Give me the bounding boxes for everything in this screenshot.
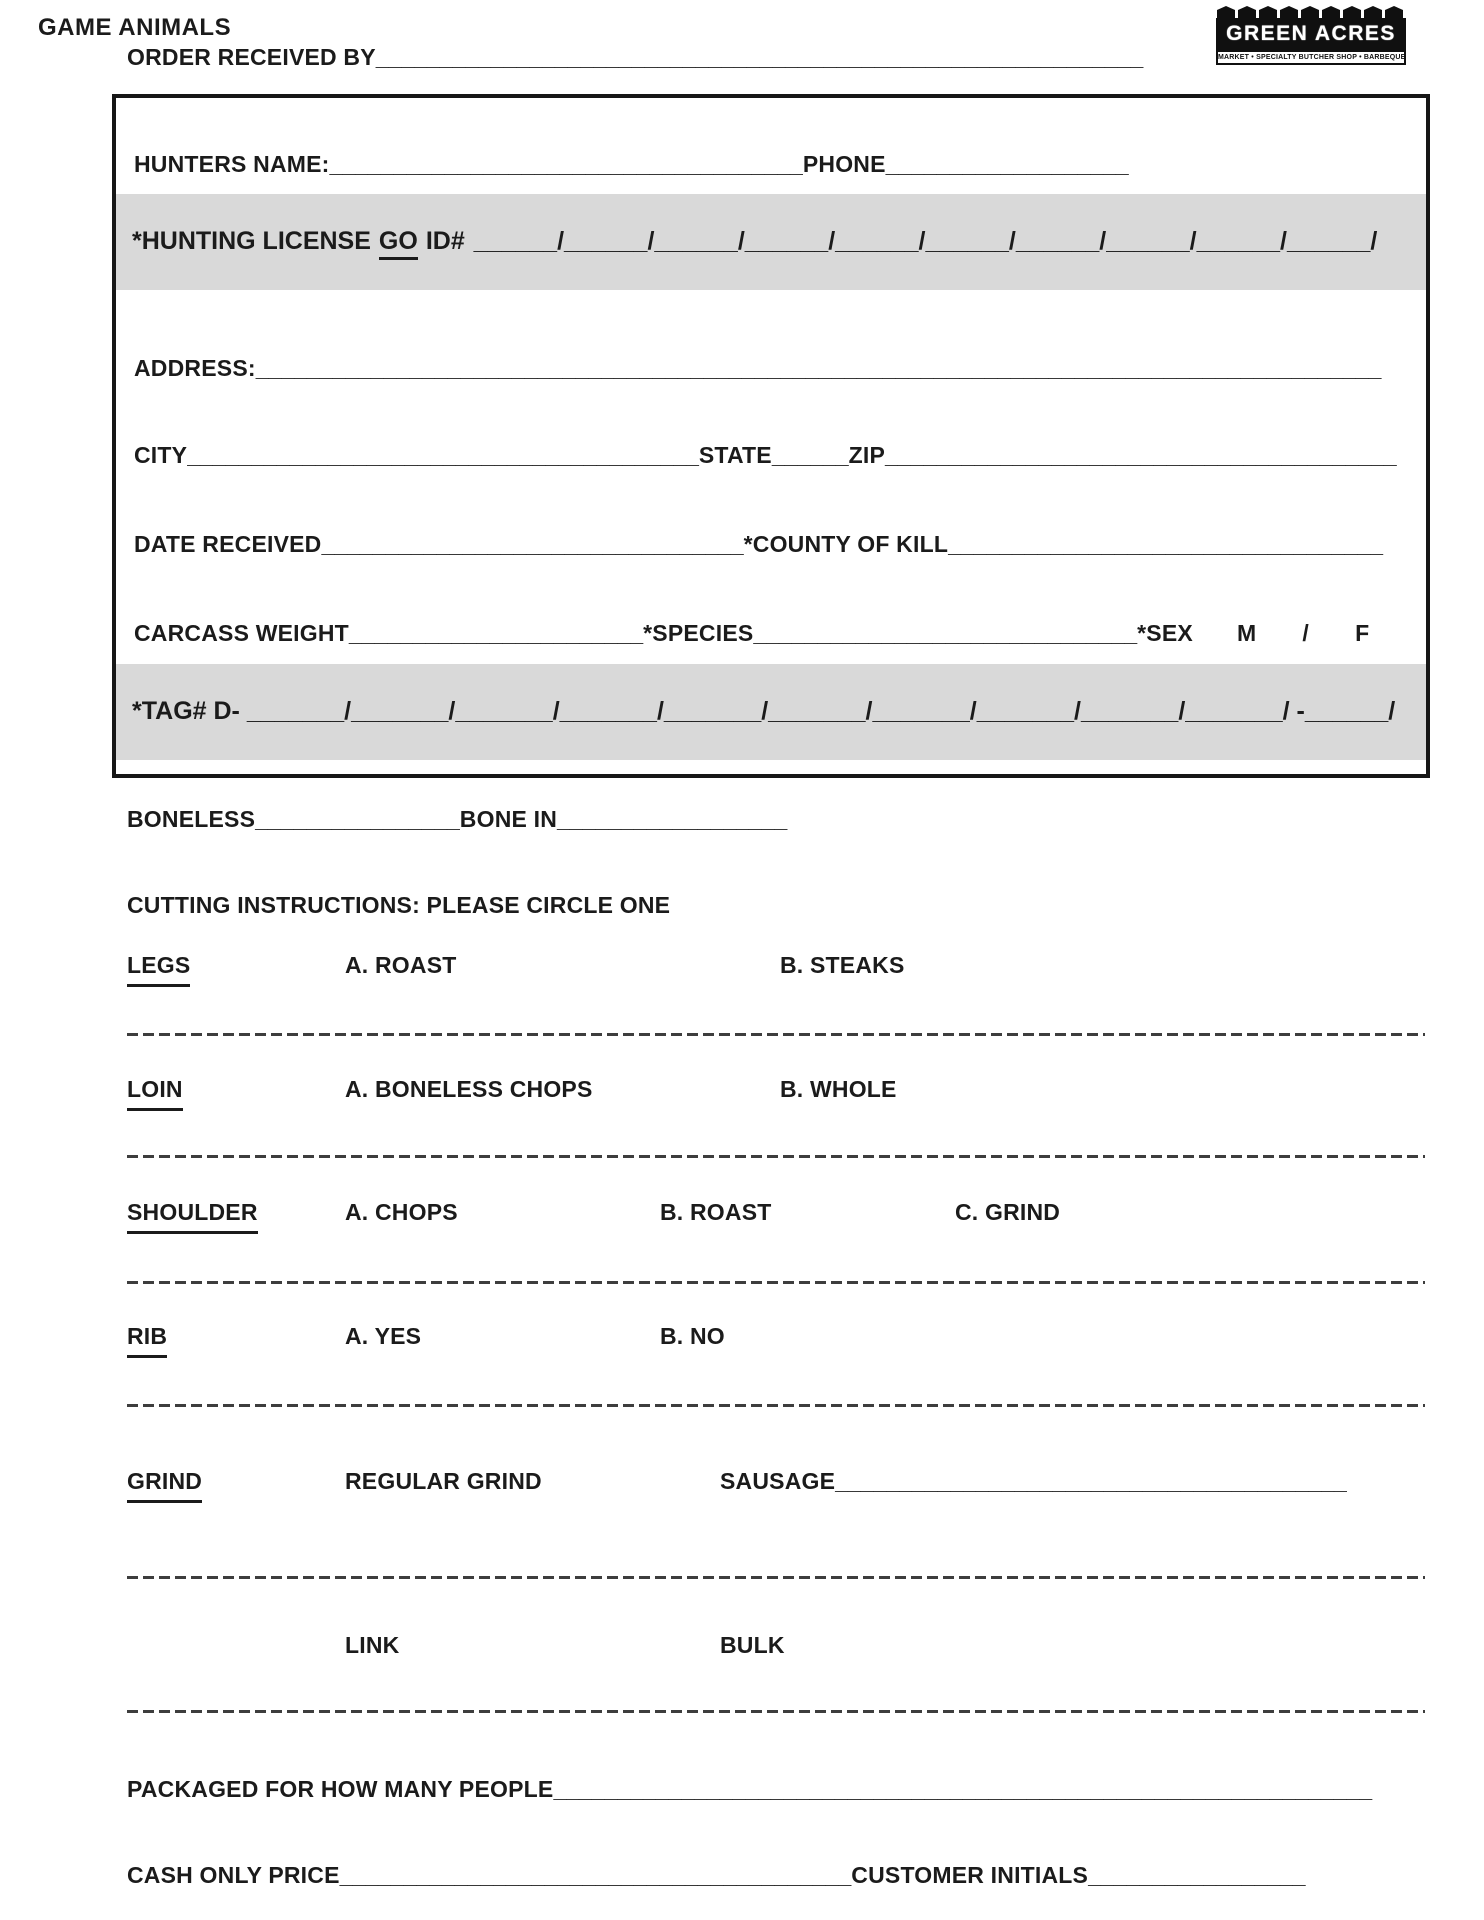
customer-initials-label: CUSTOMER INITIALS — [851, 1862, 1089, 1888]
loin-option-a: A. BONELESS CHOPS — [345, 1076, 593, 1102]
carcass-species-sex-row — [134, 620, 1408, 647]
legs-label: LEGS — [127, 952, 190, 987]
hunters-name-label: HUNTERS NAME: — [134, 151, 330, 177]
species-blank: ______________________________ — [753, 620, 1138, 646]
date-received-blank: _________________________________ — [321, 531, 744, 557]
loin-row — [127, 1076, 1428, 1118]
sex-options: M / F — [1236, 620, 1370, 646]
boneless-blank: ________________ — [255, 806, 460, 832]
zip-label: ZIP — [848, 442, 885, 468]
sausage-blank: ________________________________________ — [835, 1468, 1347, 1494]
shoulder-label: SHOULDER — [127, 1199, 258, 1234]
tag-label: *TAG# D- — [132, 697, 240, 725]
hunting-license-blanks: ______/______/______/______/______/______/______/______/______/______/ — [466, 227, 1378, 255]
date-received-label: DATE RECEIVED — [134, 531, 322, 557]
species-label: *SPECIES — [643, 620, 754, 646]
phone-blank: ___________________ — [885, 151, 1129, 177]
cash-initials-row — [127, 1862, 1306, 1889]
loin-option-b: B. WHOLE — [780, 1076, 897, 1102]
address-label: ADDRESS: — [134, 355, 256, 381]
bone-in-label: BONE IN — [459, 806, 558, 832]
link-bulk-row — [127, 1632, 1428, 1674]
date-county-row — [134, 531, 1408, 558]
packaged-row — [127, 1776, 1372, 1803]
shoulder-option-a: A. CHOPS — [345, 1199, 458, 1225]
page-title: GAME ANIMALS — [38, 14, 232, 41]
order-received-blank: ____________________________________________________________ — [375, 44, 1144, 70]
rib-row — [127, 1323, 1428, 1365]
zip-blank: ________________________________________ — [885, 442, 1397, 468]
cutting-instructions-heading: CUTTING INSTRUCTIONS: PLEASE CIRCLE ONE — [127, 892, 671, 918]
legs-option-b: B. STEAKS — [780, 952, 905, 978]
logo-name: GREEN ACRES — [1216, 18, 1406, 52]
packaged-blank: ________________________________________________________________ — [553, 1776, 1373, 1802]
order-received-line — [127, 44, 1143, 71]
link-option: LINK — [345, 1632, 400, 1658]
sex-label: *SEX — [1137, 620, 1193, 646]
carcass-weight-blank: _______________________ — [348, 620, 644, 646]
rib-option-a: A. YES — [345, 1323, 422, 1349]
separator-line — [127, 1404, 1425, 1407]
hunters-name-row — [134, 151, 1408, 178]
city-state-zip-row — [134, 442, 1408, 469]
grind-row — [127, 1468, 1428, 1510]
fence-pickets-icon — [1216, 6, 1406, 18]
tag-number-row — [116, 664, 1426, 760]
green-acres-logo — [1216, 6, 1406, 65]
loin-label: LOIN — [127, 1076, 183, 1111]
order-received-label: ORDER RECEIVED BY — [127, 44, 376, 70]
rib-option-b: B. NO — [660, 1323, 725, 1349]
state-blank: ______ — [771, 442, 849, 468]
grind-label: GRIND — [127, 1468, 202, 1503]
separator-line — [127, 1155, 1425, 1158]
cash-only-price-label: CASH ONLY PRICE — [127, 1862, 340, 1888]
legs-row — [127, 952, 1428, 994]
county-of-kill-label: *COUNTY OF KILL — [743, 531, 949, 557]
county-of-kill-blank: __________________________________ — [948, 531, 1383, 557]
legs-option-a: A. ROAST — [345, 952, 457, 978]
boneless-bonein-row — [127, 806, 787, 833]
hunting-license-row — [116, 194, 1426, 290]
separator-line — [127, 1281, 1425, 1284]
separator-line — [127, 1033, 1425, 1036]
shoulder-option-b: B. ROAST — [660, 1199, 772, 1225]
city-blank: ________________________________________ — [187, 442, 699, 468]
hunting-license-label: *HUNTING LICENSE — [132, 227, 371, 255]
rib-label: RIB — [127, 1323, 167, 1358]
hunting-license-go-label: GO — [379, 227, 418, 260]
hunting-license-id-label: ID# — [425, 227, 465, 255]
customer-initials-blank: _________________ — [1088, 1862, 1306, 1888]
hunter-info-box — [112, 94, 1430, 778]
shoulder-option-c: C. GRIND — [955, 1199, 1061, 1225]
state-label: STATE — [698, 442, 772, 468]
grind-option-sausage — [720, 1468, 1347, 1495]
city-label: CITY — [134, 442, 188, 468]
bulk-option: BULK — [720, 1632, 785, 1658]
boneless-label: BONELESS — [127, 806, 256, 832]
grind-option-regular: REGULAR GRIND — [345, 1468, 542, 1494]
address-blank: ________________________________________________________________________________________ — [255, 355, 1382, 381]
bone-in-blank: __________________ — [557, 806, 788, 832]
address-row — [134, 355, 1408, 382]
sausage-label: SAUSAGE — [720, 1468, 836, 1494]
packaged-label: PACKAGED FOR HOW MANY PEOPLE — [127, 1776, 554, 1802]
separator-line — [127, 1710, 1425, 1713]
shoulder-row — [127, 1199, 1428, 1241]
tag-blanks: _______/_______/_______/_______/_______/_______/_______/_______/_______/_______/ -______/ — [239, 697, 1396, 725]
logo-tagline: MARKET • SPECIALTY BUTCHER SHOP • BARBEQUE — [1216, 52, 1406, 65]
cash-only-price-blank: ________________________________________ — [339, 1862, 852, 1888]
carcass-weight-label: CARCASS WEIGHT — [134, 620, 349, 646]
separator-line — [127, 1576, 1425, 1579]
phone-label: PHONE — [802, 151, 886, 177]
hunters-name-blank: _____________________________________ — [329, 151, 803, 177]
